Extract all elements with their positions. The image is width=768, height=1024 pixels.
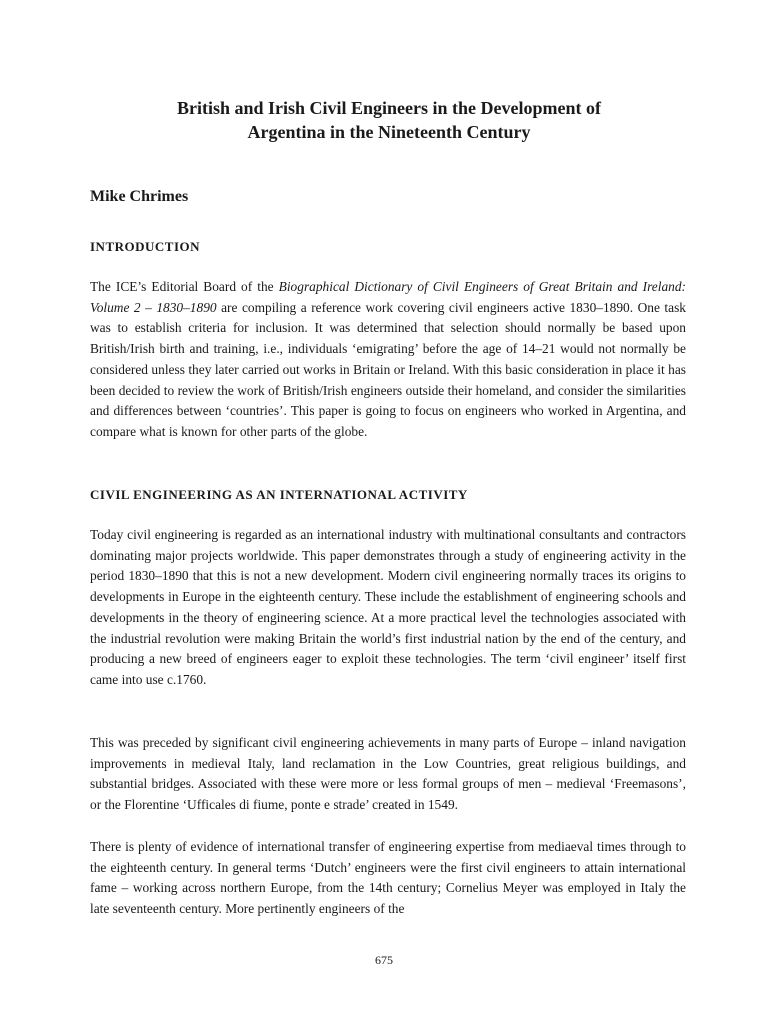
paper-title xyxy=(80,96,698,144)
page-number: 675 xyxy=(375,953,393,967)
paragraph-international-industry: Today civil engineering is regarded as an international industry with multinational consultants and contractors dominating major projects worldwide. This paper demonstrates through a study of engineering activity in the period 1830–1890 that this is not a new development. Modern civil engineering normally traces its origins to developments in Europe in the eighteenth century. These include the establishment of engineering schools and developments in the theory of engineering science. At a more practical level the technologies associated with the industrial revolution were making Britain the world’s first industrial nation by the end of the century, and producing a new breed of engineers eager to exploit these technologies. The term ‘civil engineer’ itself first came into use c.1760. xyxy=(90,527,686,687)
title-line-2: Argentina in the Nineteenth Century xyxy=(247,122,531,142)
intro-body-text: are compiling a reference work covering civil engineers active 1830–1890. One task was to establish criteria for inclusion. It was determined that selection should normally be based upon British/Irish birth and training, i.e., individuals ‘emigrating’ before the age of 14–21 would not normally be considered unless they later carried out works in Britain or Ireland. With this basic consideration in place it has been decided to review the work of British/Irish engineers outside their homeland, and consider the similarities and differences between ‘countries’. This paper is going to focus on engineers who worked in Argentina, and compare what is known for other parts of the globe. xyxy=(90,299,686,439)
paragraph-introduction xyxy=(90,277,686,443)
section-heading-introduction: INTRODUCTION xyxy=(90,239,201,254)
intro-lead-text: The ICE’s Editorial Board of the xyxy=(90,279,279,294)
section-heading-international: CIVIL ENGINEERING AS AN INTERNATIONAL ACTIVITY xyxy=(90,487,468,502)
author-name: Mike Chrimes xyxy=(90,188,189,205)
paragraph-international-transfer: There is plenty of evidence of international transfer of engineering expertise from mediaeval times through to the eighteenth century. In general terms ‘Dutch’ engineers were the first civil engineers to attain international fame – working across northern Europe, from the 14th century; Cornelius Meyer was employed in Italy the late seventeenth century. More pertinently engineers of the xyxy=(90,839,686,917)
paragraph-european-achievements: This was preceded by significant civil engineering achievements in many parts of Europe – inland navigation improvements in medieval Italy, land reclamation in the Low Countries, great religious buildings, and substantial bridges. Associated with these were more or less formal groups of men – medieval ‘Freemasons’, or the Florentine ‘Ufficales di fiume, ponte e strade’ created in 1549. xyxy=(90,735,686,813)
intro-book-title: Biographical Dictionary of Civil Engineers of Great Britain and Ireland: Volume 2 – 1830–1890 xyxy=(90,279,686,315)
title-line-1: British and Irish Civil Engineers in the Development of xyxy=(176,98,602,118)
